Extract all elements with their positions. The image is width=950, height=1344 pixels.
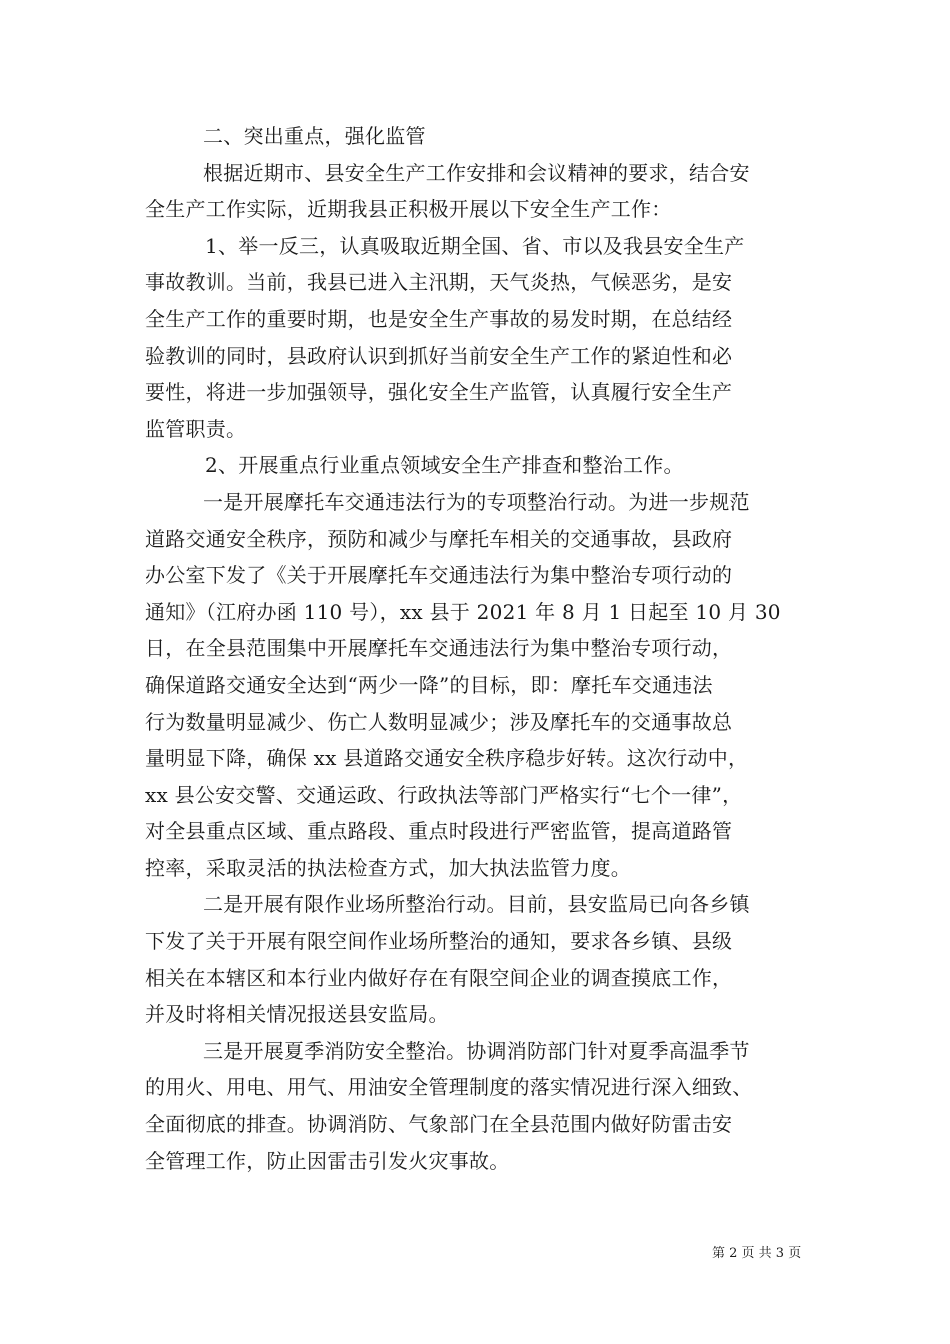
paragraph-line: xx 县公安交警、交通运政、行政执法等部门严格实行“七个一律”， <box>145 782 743 807</box>
paragraph-line: 确保道路交通安全达到“两少一降”的目标，即：摩托车交通违法 <box>145 672 713 697</box>
paragraph-line: 下发了关于开展有限空间作业场所整治的通知，要求各乡镇、县级 <box>145 929 733 954</box>
paragraph-line: 全生产工作实际，近期我县正积极开展以下安全生产工作： <box>145 197 672 222</box>
paragraph-line: 量明显下降，确保 xx 县道路交通安全秩序稳步好转。这次行动中， <box>145 746 749 771</box>
paragraph-line: 三是开展夏季消防安全整治。协调消防部门针对夏季高温季节 <box>203 1038 750 1063</box>
paragraph-line: 验教训的同时，县政府认识到抓好当前安全生产工作的紧迫性和必 <box>145 343 733 368</box>
document-body <box>145 118 810 1179</box>
paragraph-line: 相关在本辖区和本行业内做好存在有限空间企业的调查摸底工作， <box>145 965 733 990</box>
paragraph-line: 通知》（江府办函 110 号），xx 县于 2021 年 8 月 1 日起至 10 月 30 <box>145 599 781 624</box>
paragraph-line: 全管理工作，防止因雷击引发火灾事故。 <box>145 1148 510 1173</box>
paragraph-line: 根据近期市、县安全生产工作安排和会议精神的要求，结合安 <box>203 160 750 185</box>
paragraph-line: 2、开展重点行业重点领域安全生产排查和整治工作。 <box>205 453 684 478</box>
paragraph-line: 日，在全县范围集中开展摩托车交通违法行为集中整治专项行动， <box>145 636 733 661</box>
paragraph-line: 控率，采取灵活的执法检查方式，加大执法监管力度。 <box>145 855 631 880</box>
paragraph-line: 全生产工作的重要时期，也是安全生产事故的易发时期，在总结经 <box>145 306 733 331</box>
paragraph-line: 二是开展有限作业场所整治行动。目前，县安监局已向各乡镇 <box>203 892 750 917</box>
paragraph-line: 办公室下发了《关于开展摩托车交通违法行为集中整治专项行动的 <box>145 563 733 588</box>
paragraph-line: 行为数量明显减少、伤亡人数明显减少；涉及摩托车的交通事故总 <box>145 709 733 734</box>
paragraph-line: 一是开展摩托车交通违法行为的专项整治行动。为进一步规范 <box>203 489 750 514</box>
paragraph-line: 的用火、用电、用气、用油安全管理制度的落实情况进行深入细致、 <box>145 1075 753 1100</box>
section-heading: 二、突出重点，强化监管 <box>203 124 426 148</box>
paragraph-line: 要性，将进一步加强领导，强化安全生产监管，认真履行安全生产 <box>145 380 733 405</box>
paragraph-line: 道路交通安全秩序，预防和减少与摩托车相关的交通事故，县政府 <box>145 526 733 551</box>
paragraph-line: 对全县重点区域、重点路段、重点时段进行严密监管，提高道路管 <box>145 819 733 844</box>
paragraph-line: 1、举一反三，认真吸取近期全国、省、市以及我县安全生产 <box>205 233 745 258</box>
paragraph-line: 全面彻底的排查。协调消防、气象部门在全县范围内做好防雷击安 <box>145 1112 733 1137</box>
paragraph-line: 事故教训。当前，我县已进入主汛期，天气炎热，气候恶劣，是安 <box>145 270 733 295</box>
page-number: 第 2 页 共 3 页 <box>712 1246 802 1261</box>
paragraph-line: 并及时将相关情况报送县安监局。 <box>145 1002 449 1027</box>
paragraph-line: 监管职责。 <box>145 416 247 441</box>
